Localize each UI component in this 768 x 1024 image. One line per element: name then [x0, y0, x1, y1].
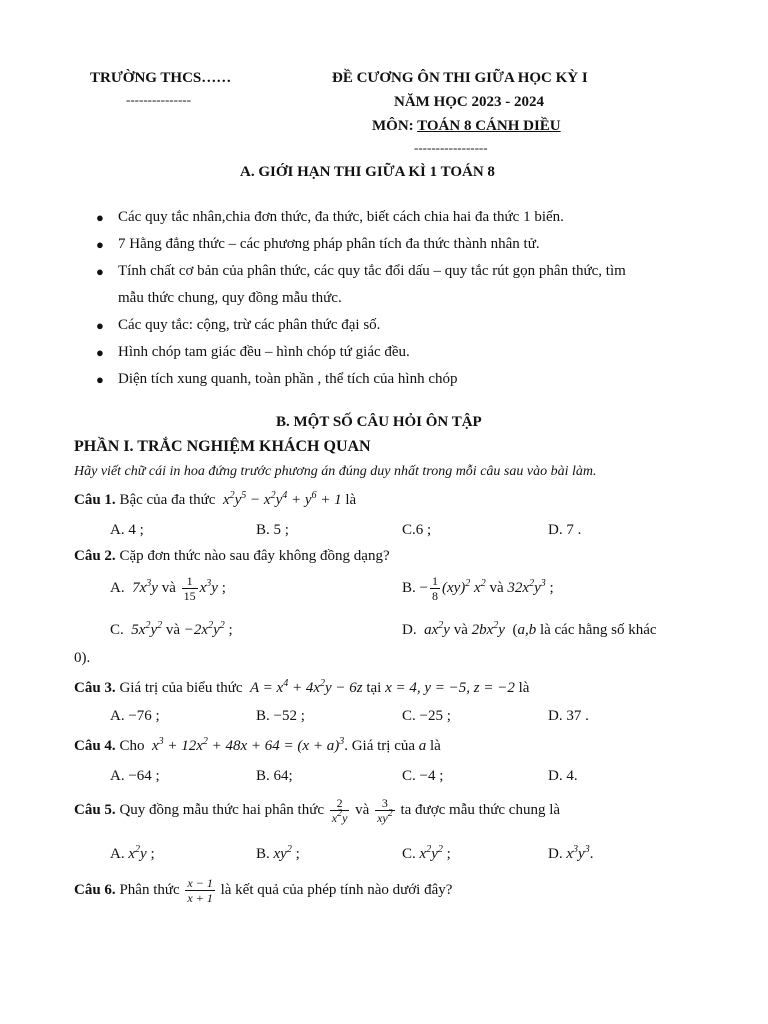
subject-prefix: MÔN: [372, 118, 418, 134]
q5-option-a: A. $x^2y$ ; [110, 844, 155, 862]
q5-option-b: B. $xy^2$ ; [256, 844, 300, 862]
subject-name: TOÁN 8 CÁNH DIỀU [417, 118, 561, 134]
q1-option-a: A. 4 ; [110, 522, 144, 538]
question-2: Câu 2. Cặp đơn thức nào sau đây không đồng dạng? [74, 548, 390, 564]
question-6: Câu 6. Phân thức $\frac{x - 1}{x + 1}$ là kết quả của phép tính nào dưới đây? [74, 876, 453, 905]
list-item: ● Các quy tắc: cộng, trừ các phân thức đại số. [96, 312, 716, 339]
school-name: TRƯỜNG THCS…… [90, 70, 232, 86]
q4-option-c: C. −4 ; [402, 768, 444, 784]
school-underline: --------------- [126, 92, 191, 107]
section-b-title: B. MỘT SỐ CÂU HỎI ÔN TẬP [276, 414, 482, 430]
q4-option-b: B. 64; [256, 768, 293, 784]
question-label: Câu 3. [74, 680, 116, 696]
question-label: Câu 6. [74, 881, 116, 898]
q4-option-d: D. 4. [548, 768, 578, 784]
question-label: Câu 1. [74, 492, 116, 508]
q2-option-d-continued: 0). [74, 650, 91, 666]
list-item: ● Diện tích xung quanh, toàn phần , thể tích của hình chóp [96, 366, 716, 393]
q2-option-d: D. $ax^2y$ và $2bx^2y$ (a,b là các hằng số khác [402, 620, 657, 638]
question-4: Câu 4. Cho $x^3 + 12x^2 + 48x + 64 = (x + a)^3$. Giá trị của a là [74, 736, 441, 754]
bullet-icon: ● [96, 372, 104, 387]
list-item: ● Hình chóp tam giác đều – hình chóp tứ giác đều. [96, 339, 716, 366]
question-label: Câu 5. [74, 801, 116, 818]
q2-option-a: A. $7x^3y$ và $\frac{1}{15}$ $x^3y$ ; [110, 574, 226, 603]
q1-option-c: C.6 ; [402, 522, 432, 538]
list-item: ● Các quy tắc nhân,chia đơn thức, đa thức, biết cách chia hai đa thức 1 biến. [96, 204, 716, 231]
subject-underline: ----------------- [414, 140, 488, 155]
q2-option-c: C. $5x^2y^2$ và $-2x^2y^2$ ; [110, 620, 233, 638]
doc-title: ĐỀ CƯƠNG ÔN THI GIỮA HỌC KỲ I [332, 70, 588, 86]
subject-line [372, 118, 561, 135]
math-expression: $x^2y^5 - x^2y^4 + y^6 + 1$ [219, 490, 342, 508]
bullet-icon: ● [96, 318, 104, 333]
list-item: ● 7 Hằng đẳng thức – các phương pháp phân tích đa thức thành nhân tử. [96, 231, 716, 258]
q4-option-a: A. −64 ; [110, 768, 160, 784]
question-5: Câu 5. Quy đồng mẫu thức hai phân thức $\frac{2}{x^2y}$ và $\frac{3}{xy^2}$ ta được mẫu thức chung là [74, 796, 561, 825]
q1-option-d: D. 7 . [548, 522, 582, 538]
q1-option-b: B. 5 ; [256, 522, 289, 538]
limits-list [96, 204, 716, 393]
question-label: Câu 4. [74, 738, 116, 754]
q3-option-d: D. 37 . [548, 708, 589, 724]
bullet-icon: ● [96, 345, 104, 360]
q5-option-d: D. $x^3y^3$. [548, 844, 594, 862]
question-label: Câu 2. [74, 548, 116, 564]
q3-option-c: C. −25 ; [402, 708, 451, 724]
bullet-icon: ● [96, 210, 104, 225]
bullet-icon: ● [96, 237, 104, 252]
question-3: Câu 3. Giá trị của biểu thức $A = x^4 + 4x^2y - 6z$ tại x = 4, y = −5, z = −2 là [74, 678, 530, 696]
q3-option-b: B. −52 ; [256, 708, 305, 724]
bullet-icon: ● [96, 264, 104, 279]
section-a-title: A. GIỚI HẠN THI GIỮA KÌ 1 TOÁN 8 [240, 164, 495, 180]
part-1-title: PHẦN I. TRẮC NGHIỆM KHÁCH QUAN [74, 438, 371, 455]
q5-option-c: C. $x^2y^2$ ; [402, 844, 451, 862]
list-item: ● Tính chất cơ bản của phân thức, các quy tắc đổi dấu – quy tắc rút gọn phân thức, tìm mẫu thức chung, quy đồng mẫu thức. [96, 258, 716, 312]
question-1: Câu 1. Bậc của đa thức $x^2y^5 - x^2y^4 + y^6 + 1$ là [74, 490, 357, 508]
q3-option-a: A. −76 ; [110, 708, 160, 724]
instruction: Hãy viết chữ cái in hoa đứng trước phương án đúng duy nhất trong mỗi câu sau vào bài làm. [74, 464, 597, 479]
school-year: NĂM HỌC 2023 - 2024 [394, 94, 544, 110]
q2-option-b: B. − $\frac{1}{8}$ (xy)$^2$ $x^2$ và $32x^2y^3$ ; [402, 574, 554, 603]
